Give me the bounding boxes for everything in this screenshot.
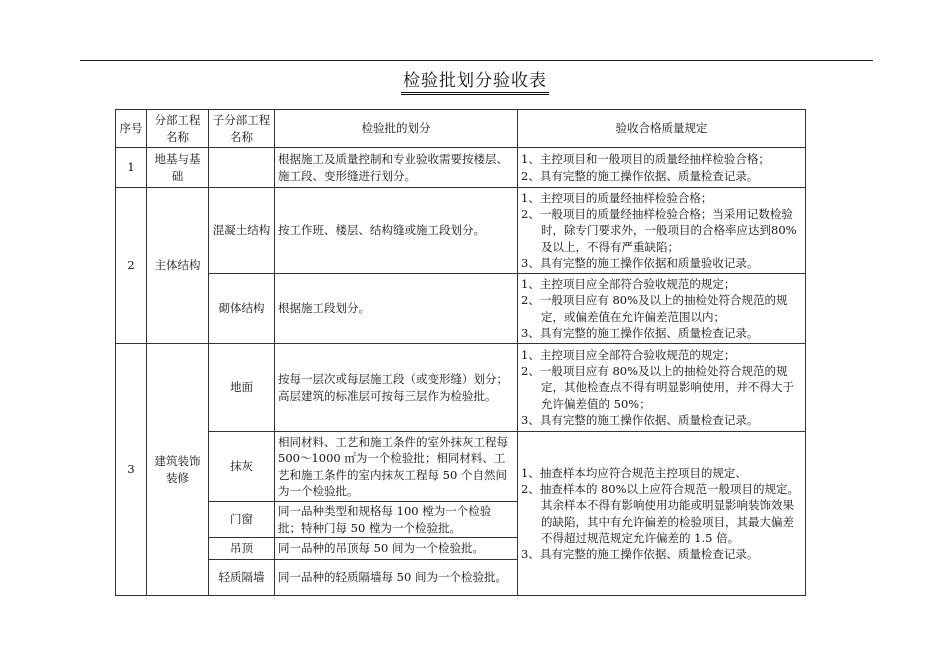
subdivision-cell [209, 148, 275, 188]
standard-cell [518, 188, 806, 274]
seq-cell: 1 [116, 148, 147, 188]
top-rule [80, 60, 873, 61]
header-acceptance: 验收合格质量规定 [518, 110, 806, 148]
table-row [116, 148, 806, 188]
batch-cell: 相同材料、工艺和施工条件的室外抹灰工程每 500～1000 ㎡为一个检验批；相同材料、工艺和施工条件的室内抹灰工程每 50 个自然间为一个检验批。 [275, 432, 518, 502]
subdivision-cell: 砌体结构 [209, 274, 275, 344]
division-cell: 建筑装饰装修 [147, 344, 209, 596]
standard-item: 1、主控项目和一般项目的质量经抽样检验合格； [521, 152, 770, 167]
header-seq: 序号 [116, 110, 147, 148]
division-cell: 主体结构 [147, 188, 209, 344]
division-cell: 地基与基础 [147, 148, 209, 188]
subdivision-cell: 抹灰 [209, 432, 275, 502]
batch-cell: 按每一层次或每层施工段（或变形缝）划分；高层建筑的标准层可按每三层作为检验批。 [275, 344, 518, 432]
header-batch-division: 检验批的划分 [275, 110, 518, 148]
standard-item: 1、抽查样本均应符合规范主控项目的规定、 [521, 466, 747, 481]
standard-cell [518, 274, 806, 344]
standard-item: 2、一般项目应有 80%及以上的抽检处符合规范的规定，其他检查点不得有明显影响使用，并不得大于允许偏差值的 50%； [521, 364, 794, 411]
standard-item: 3、具有完整的施工操作依据、质量检查记录。 [521, 325, 759, 340]
subdivision-cell: 混凝土结构 [209, 188, 275, 274]
standard-item: 3、具有完整的施工操作依据、质量检查记录。 [521, 412, 759, 427]
standard-item: 3、具有完整的施工操作依据、质量检查记录。 [521, 546, 759, 561]
standard-item: 3、具有完整的施工操作依据和质量验收记录。 [521, 255, 759, 270]
table-row [116, 188, 806, 274]
standard-item: 2、一般项目的质量经抽样检验合格；当采用记数检验时，除专门要求外，一般项目的合格率应达到80%及以上，不得有严重缺陷； [521, 207, 797, 254]
batch-cell: 同一品种的吊顶每 50 间为一个检验批。 [275, 538, 518, 560]
inspection-batch-table [115, 109, 806, 596]
subdivision-cell: 吊顶 [209, 538, 275, 560]
header-row [116, 110, 806, 148]
table-row [116, 432, 806, 502]
header-subdivision: 子分部工程名称 [209, 110, 275, 148]
subdivision-cell: 轻质隔墙 [209, 560, 275, 596]
batch-cell: 同一品种类型和规格每 100 樘为一个检验批；特种门每 50 樘为一个检验批。 [275, 502, 518, 538]
standard-cell [518, 432, 806, 596]
standard-item: 1、主控项目应全部符合验收规范的规定； [521, 277, 736, 292]
seq-cell: 3 [116, 344, 147, 596]
standard-cell [518, 344, 806, 432]
standard-item: 2、具有完整的施工操作依据、质量检查记录。 [521, 168, 759, 183]
subdivision-cell: 地面 [209, 344, 275, 432]
standard-item: 2、一般项目应有 80%及以上的抽检处符合规范的规定，或偏差值在允许偏差范围以内； [521, 293, 788, 324]
batch-cell: 按工作班、楼层、结构缝或施工段划分。 [275, 188, 518, 274]
seq-cell: 2 [116, 188, 147, 344]
subdivision-cell: 门窗 [209, 502, 275, 538]
batch-cell: 根据施工及质量控制和专业验收需要按楼层、施工段、变形缝进行划分。 [275, 148, 518, 188]
table-row [116, 274, 806, 344]
standard-cell [518, 148, 806, 188]
standard-item: 2、抽查样本的 80%以上应符合规范一般项目的规定。其余样本不得有影响使用功能或明显影响装饰效果的缺陷，其中有允许偏差的检验项目，其最大偏差不得超过规范规定允许偏差的 1.5 倍。 [521, 482, 800, 545]
batch-cell: 根据施工段划分。 [275, 274, 518, 344]
header-division: 分部工程名称 [147, 110, 209, 148]
standard-item: 1、主控项目的质量经抽样检验合格； [521, 191, 713, 206]
batch-cell: 同一品种的轻质隔墙每 50 间为一个检验批。 [275, 560, 518, 596]
standard-item: 1、主控项目应全部符合验收规范的规定； [521, 348, 736, 363]
page-title: 检验批划分验收表 [0, 66, 950, 95]
table-row [116, 344, 806, 432]
